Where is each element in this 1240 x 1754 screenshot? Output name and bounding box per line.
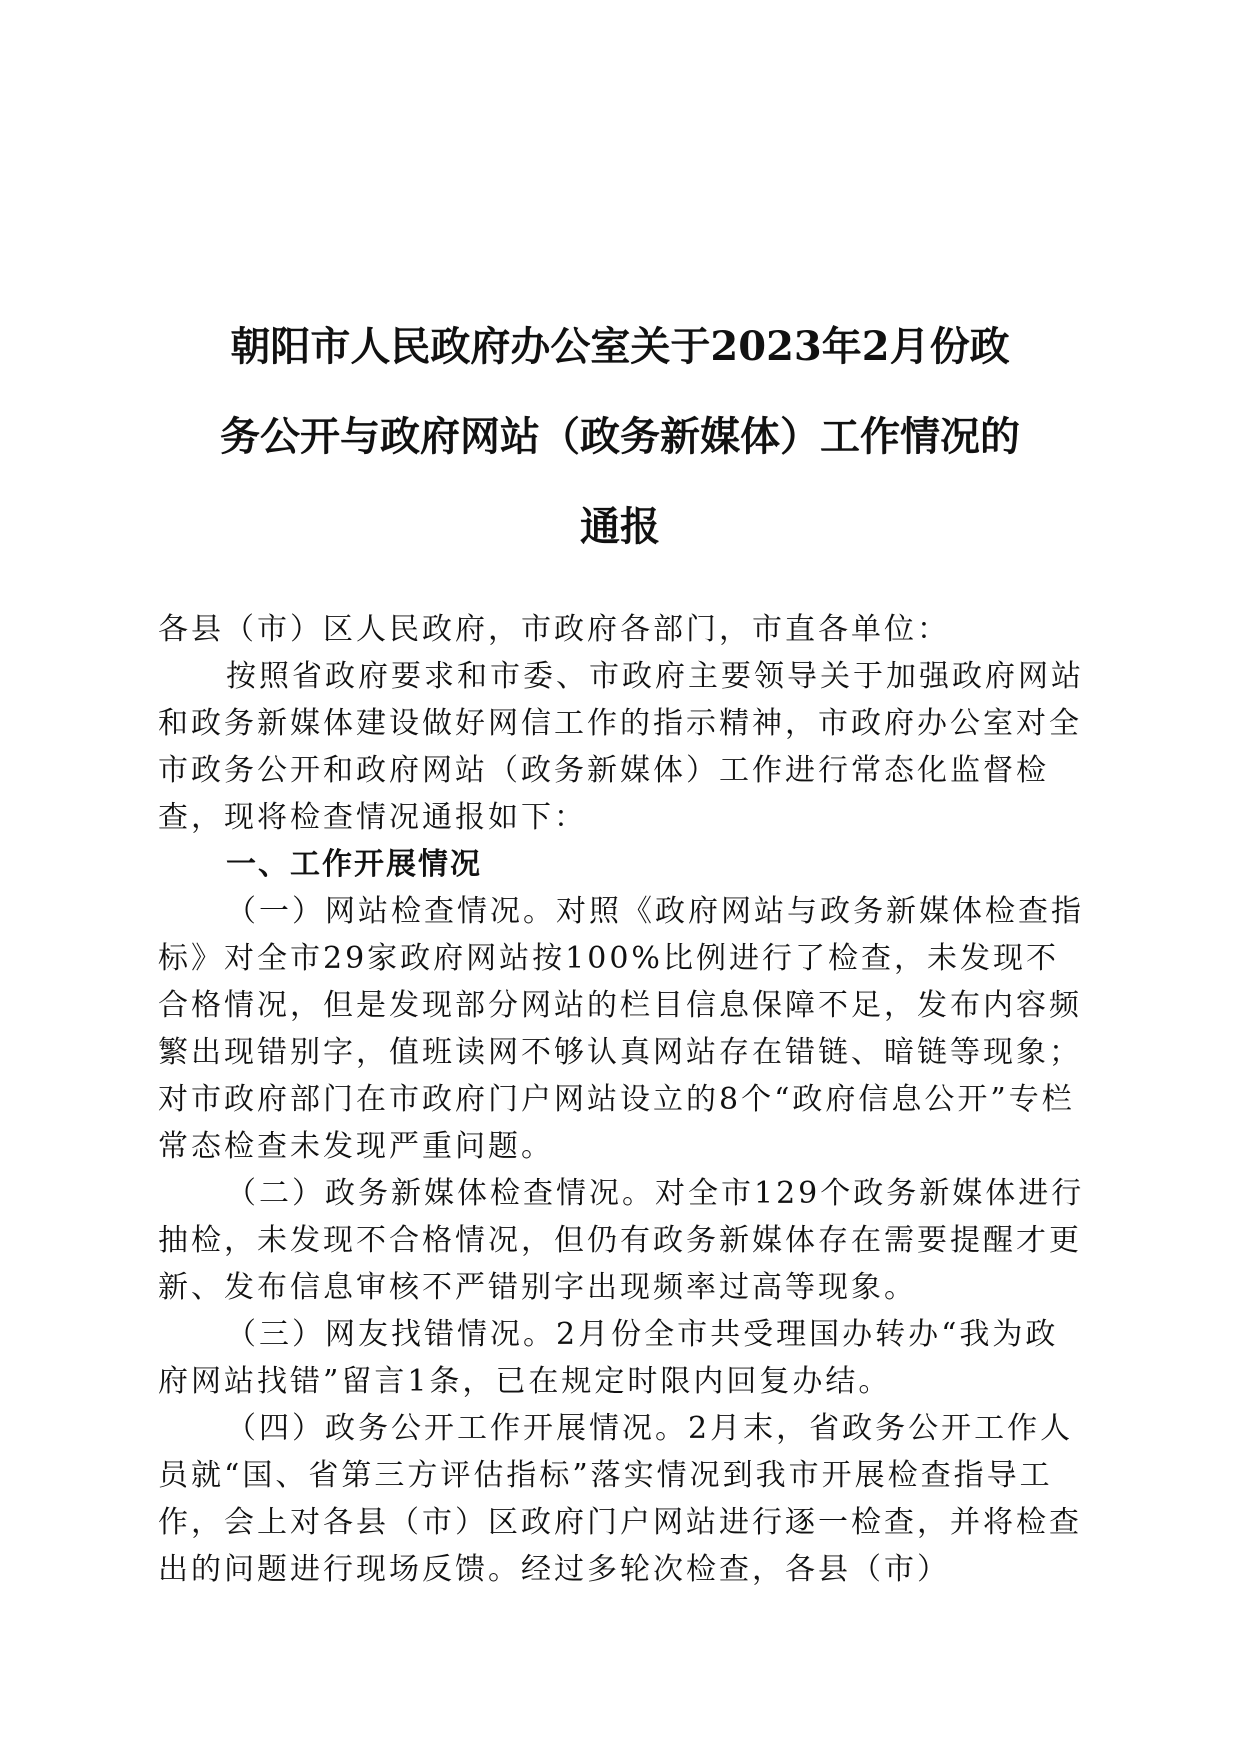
- document-body: [158, 606, 1088, 1593]
- title-line-3: 通报: [580, 503, 660, 550]
- paragraph-netizen-error-report: （三）网友找错情况。2月份全市共受理国办转办“我为政府网站找错”留言1条，已在规定时限内回复办结。: [158, 1317, 1059, 1399]
- paragraph-openness-work: （四）政务公开工作开展情况。2月末，省政务公开工作人员就“国、省第三方评估指标”落实情况到我市开展检查指导工作，会上对各县（市）区政府门户网站进行逐一检查，并将检查出的问题进行现场反馈。经过多轮次检查，各县（市）: [158, 1411, 1082, 1587]
- salutation: 各县（市）区人民政府，市政府各部门，市直各单位：: [158, 612, 950, 647]
- document-title: [140, 302, 1100, 572]
- paragraph-new-media-check: （二）政务新媒体检查情况。对全市129个政务新媒体进行抽检，未发现不合格情况，但仍有政务新媒体存在需要提醒才更新、发布信息审核不严错别字出现频率过高等现象。: [158, 1176, 1085, 1305]
- title-line-1: 朝阳市人民政府办公室关于2023年2月份政: [230, 323, 1010, 370]
- section-heading-1: 一、工作开展情况: [226, 847, 482, 882]
- paragraph-website-check: （一）网站检查情况。对照《政府网站与政务新媒体检查指标》对全市29家政府网站按100%比例进行了检查，未发现不合格情况，但是发现部分网站的栏目信息保障不足，发布内容频繁出现错别字，值班读网不够认真网站存在错链、暗链等现象；对市政府部门在市政府门户网站设立的8个“政府信息公开”专栏常态检查未发现严重问题。: [158, 894, 1084, 1164]
- title-line-2: 务公开与政府网站（政务新媒体）工作情况的: [220, 413, 1020, 460]
- intro-paragraph: 按照省政府要求和市委、市政府主要领导关于加强政府网站和政务新媒体建设做好网信工作的指示精神，市政府办公室对全市政务公开和政府网站（政务新媒体）工作进行常态化监督检查，现将检查情况通报如下：: [158, 659, 1084, 835]
